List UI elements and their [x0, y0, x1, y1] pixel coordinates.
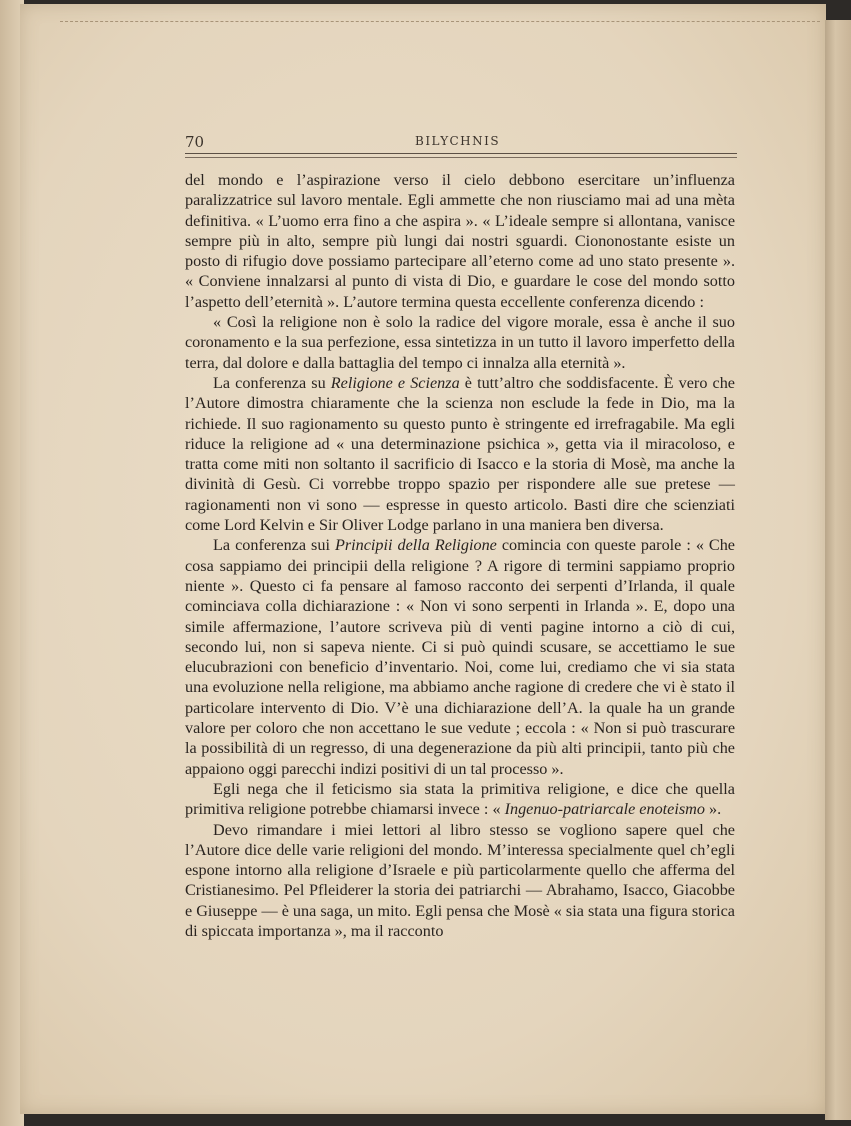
right-page-edge — [825, 20, 851, 1120]
paragraph-text: è tutt’altro che soddisfacente. È vero che l’Autore dimostra chiaramente che la scienza non esclude la fede in Dio, ma la richiede. Il suo ragionamento su questo punto è stringente ed irrefragabile. Ma egli riduce la religione ad « una determinazione psichica », getta via il miracoloso, e tratta come miti non soltanto il sacrificio di Isacco e la storia di Mosè, ma anche la divinità di Gesù. Ci vorrebbe troppo spazio per rispondere alle sue pretese — ragionamenti non vi sono — espresse in questo articolo. Basti dire che scienziati come Lord Kelvin e Sir Oliver Lodge parlano in una maniera ben diversa. — [185, 373, 735, 535]
paragraph-5 — [185, 779, 735, 820]
header-rule-thick — [185, 153, 737, 154]
paragraph-2 — [185, 312, 735, 373]
paragraph-1 — [185, 170, 735, 312]
term-italic: Ingenuo-patriarcale enoteismo — [504, 800, 705, 819]
paragraph-text: Egli nega che il feticismo sia stata la primitiva religione, e dice che quella primitiva religione potrebbe chiamarsi invece : « — [185, 779, 735, 819]
page-number: 70 — [185, 133, 205, 151]
running-head: BILYCHNIS — [415, 134, 501, 148]
top-edge-rule — [60, 21, 820, 22]
paragraph-text: ». — [704, 800, 722, 819]
lecture-title-italic: Principii della Religione — [334, 536, 497, 555]
lecture-title-italic: Religione e Scienza — [330, 373, 460, 392]
paragraph-6 — [185, 820, 735, 942]
paragraph-text: Devo rimandare i miei lettori al libro stesso se vogliono sapere quel che l’Autore dice delle varie religioni del mondo. M’interessa specialmente quel ch’egli espone intorno alla religione d’Israele e più particolarmente quello che afferma del Cristianesimo. Pel Pfleiderer la storia dei patriarchi — Abrahamo, Isacco, Giacobbe e Giuseppe — è una saga, un mito. Egli pensa che Mosè « sia stata una figura storica di spiccata importanza », ma il racconto — [185, 820, 735, 940]
paragraph-text: comincia con queste parole : « Che cosa sappiamo dei principii della religione ? A rigore di termini sappiamo proprio niente ». Questo ci fa pensare al famoso racconto dei serpenti d’Irlanda, il quale cominciava colla dichiarazione : « Non vi sono serpenti in Irlanda ». E, dopo una simile affermazione, l’autore scriveva più di venti pagine intorno a ciò di cui, secondo lui, non si sapeva niente. Ci si può quindi scusare, se accettiamo le sue elucubrazioni con beneficio d’inventario. Noi, come lui, crediamo che vi sia stata una evoluzione nella religione, ma abbiamo anche ragione di credere che vi è stato il particolare intervento di Dio. V’è una dichiarazione dell’A. la quale ha un grande valore per coloro che non accettano le sue vedute ; eccola : « Non si può trascurare la possibilità di un regresso, di una degenerazione da più alti principii, tanto più che appaiono oggi parecchi indizi positivi di un tal processo ». — [185, 536, 735, 778]
page-header — [185, 133, 737, 149]
paragraph-4 — [185, 535, 735, 779]
paragraph-text: La conferenza sui — [213, 536, 335, 555]
body-text — [185, 170, 735, 941]
quotation-text: « Così la religione non è solo la radice del vigore morale, essa è anche il suo coronamento e la sua perfezione, essa sintetizza in un tutto il lavoro imperfetto della terra, dal dolore e dalla battaglia del tempo ci innalza alla eternità ». — [185, 313, 735, 372]
paragraph-text: del mondo e l’aspirazione verso il cielo debbono esercitare un’influenza paralizzatrice sul lavoro mentale. Egli ammette che non riusciamo mai ad una mèta definitiva. « L’uomo erra fino a che aspira ». « L’ideale sempre si allontana, vanisce sempre più in alto, sempre più lungi dai nostri sguardi. Ciononostante esiste un posto di rifugio dove possiamo partecipare all’eterno come ad uno stato presente ». « Conviene innalzarsi al punto di vista di Dio, e guardare le cose del mondo sotto l’aspetto dell’eternità ». L’autore termina questa eccellente conferenza dicendo : — [185, 171, 735, 311]
header-rule-thin — [185, 157, 737, 158]
paragraph-3 — [185, 373, 735, 535]
paragraph-text: La conferenza su — [213, 373, 331, 392]
